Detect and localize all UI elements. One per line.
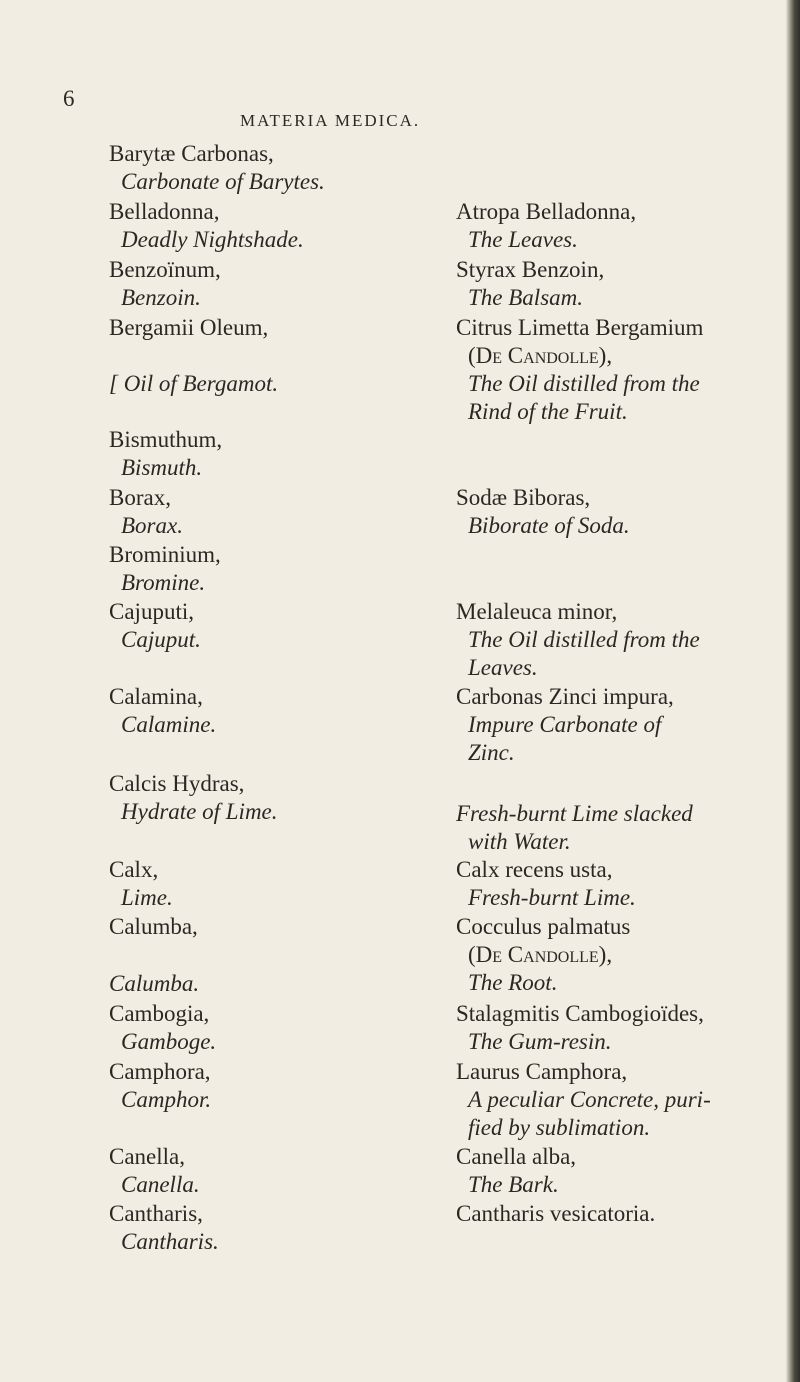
right-entry-line: Rind of the Fruit. (468, 399, 628, 424)
left-entry-line: Calumba, (109, 914, 198, 939)
left-entry-line: Cantharis. (121, 1229, 219, 1254)
left-entry-line: Calx, (109, 857, 159, 882)
right-entry (456, 856, 636, 912)
left-entry-line: Lime. (121, 885, 173, 910)
left-entry-line: Cambogia, (109, 1001, 210, 1026)
right-entry-line: (De Candolle), (468, 942, 613, 967)
left-entry (109, 970, 199, 998)
left-entry-line: Calamina, (109, 684, 203, 709)
left-entry (109, 1200, 219, 1256)
left-entry (109, 256, 221, 312)
right-entry-line: Calx recens usta, (456, 857, 613, 882)
right-entry-line: Laurus Camphora, (456, 1059, 628, 1084)
right-entry (456, 1143, 576, 1199)
left-entry (109, 1058, 211, 1114)
left-entry-line: Calcis Hydras, (109, 771, 245, 796)
right-entry-line: Citrus Limetta Bergamium (456, 315, 704, 340)
left-entry-line: Cajuput. (121, 627, 201, 652)
right-entry-line: The Oil distilled from the (468, 627, 700, 652)
left-entry (109, 683, 216, 739)
right-entry (456, 198, 636, 254)
right-entry-line: Melaleuca minor, (456, 599, 618, 624)
right-entry (456, 1058, 711, 1142)
right-entry-line: Biborate of Soda. (468, 513, 630, 538)
page-number: 6 (63, 86, 75, 111)
right-entry-line: The Bark. (468, 1172, 559, 1197)
left-entry-line: Calamine. (121, 712, 217, 737)
left-entry (109, 314, 268, 342)
left-entry-line: Cajuputi, (109, 599, 194, 624)
left-entry-line: Bismuth. (121, 455, 203, 480)
right-entry-line: (De Candolle), (468, 343, 613, 368)
left-entry-line: Benzoin. (121, 285, 201, 310)
left-entry (109, 198, 304, 254)
left-entry-line: Calumba. (109, 971, 200, 996)
right-entry-line: Fresh-burnt Lime. (468, 885, 636, 910)
right-entry-line: Zinc. (468, 740, 515, 765)
right-entry-line: Sodæ Biboras, (456, 485, 591, 510)
left-entry (109, 1143, 200, 1199)
right-entry (456, 314, 703, 426)
left-entry (109, 770, 278, 826)
left-entry-line: Belladonna, (109, 199, 220, 224)
left-entry-line: Gamboge. (121, 1029, 217, 1054)
right-entry-line: Stalagmitis Cambogioïdes, (456, 1001, 704, 1026)
page-edge (786, 0, 800, 1382)
right-entry-line: fied by sublimation. (468, 1115, 651, 1140)
left-entry-line: Carbonate of Barytes. (121, 169, 325, 194)
left-entry-line: Deadly Nightshade. (121, 227, 304, 252)
right-entry-line: The Gum-resin. (468, 1029, 612, 1054)
left-entry-line: Bromine. (121, 570, 206, 595)
left-entry (109, 913, 198, 941)
left-entry-line: Camphora, (109, 1059, 211, 1084)
right-entry-line: A peculiar Concrete, puri- (468, 1087, 711, 1112)
left-entry-line: Hydrate of Lime. (121, 799, 278, 824)
left-entry (109, 541, 221, 597)
right-entry-line: The Balsam. (468, 285, 583, 310)
right-entry-line: Styrax Benzoin, (456, 257, 605, 282)
left-entry-line: Camphor. (121, 1087, 212, 1112)
left-entry-line: Borax. (121, 513, 183, 538)
left-entry-line: [ Oil of Bergamot. (109, 371, 279, 396)
left-entry-line: Barytæ Carbonas, (109, 141, 274, 166)
left-entry-line: Canella, (109, 1144, 185, 1169)
right-entry-line: Atropa Belladonna, (456, 199, 637, 224)
left-entry-line: Benzoïnum, (109, 257, 221, 282)
right-entry (456, 913, 630, 997)
right-entry-line: Fresh-burnt Lime slacked (456, 801, 693, 826)
left-entry (109, 370, 278, 398)
right-entry-line: Leaves. (468, 655, 538, 680)
right-entry-line: The Root. (468, 970, 558, 995)
running-head: MATERIA MEDICA. (240, 111, 421, 130)
left-entry-line: Bergamii Oleum, (109, 315, 269, 340)
left-entry-line: Brominium, (109, 542, 221, 567)
right-entry-line: The Leaves. (468, 227, 578, 252)
left-entry (109, 484, 183, 540)
right-entry-line: Cocculus palmatus (456, 914, 631, 939)
right-entry-line: Canella alba, (456, 1144, 577, 1169)
left-entry (109, 426, 222, 482)
right-entry (456, 683, 674, 767)
right-entry-line: The Oil distilled from the (468, 371, 700, 396)
right-entry (456, 1000, 704, 1056)
left-entry-line: Canella. (121, 1172, 200, 1197)
right-entry-line: Cantharis vesicatoria. (456, 1201, 656, 1226)
left-entry (109, 1000, 216, 1056)
right-entry (456, 484, 630, 540)
right-entry (456, 1200, 655, 1228)
right-entry-line: with Water. (468, 829, 571, 854)
right-entry (456, 256, 604, 312)
right-entry-line: Impure Carbonate of (468, 712, 662, 737)
left-entry-line: Cantharis, (109, 1201, 203, 1226)
left-entry-line: Borax, (109, 485, 171, 510)
left-entry (109, 856, 173, 912)
right-entry-line: Carbonas Zinci impura, (456, 684, 674, 709)
left-entry-line: Bismuthum, (109, 427, 223, 452)
left-entry (109, 598, 201, 654)
right-entry (456, 598, 700, 682)
right-entry (456, 800, 693, 856)
left-entry (109, 140, 325, 196)
